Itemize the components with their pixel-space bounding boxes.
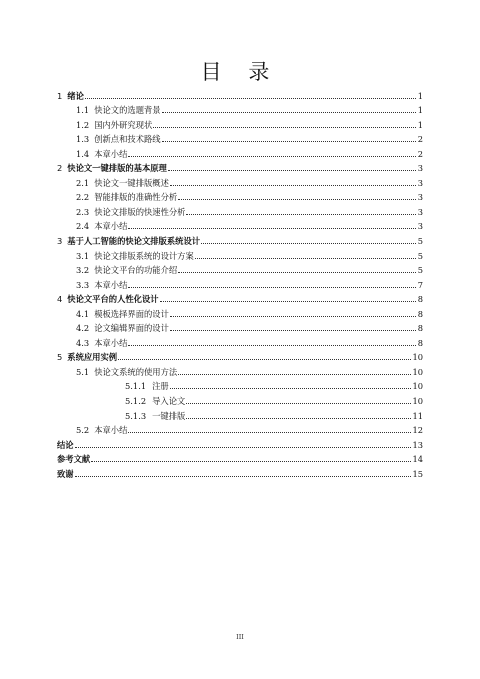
toc-entry-page: 2 <box>417 134 423 145</box>
toc-leader-dots <box>201 236 416 244</box>
toc-entry-title: 导入论文 <box>152 396 186 407</box>
toc-entry-page: 11 <box>412 410 423 421</box>
table-of-contents <box>57 86 423 479</box>
toc-entry-number: 4.1 <box>76 308 90 319</box>
toc-leader-dots <box>186 207 416 215</box>
toc-leader-dots <box>118 352 411 360</box>
toc-entry-page: 3 <box>417 177 423 188</box>
toc-entry-number: 2.2 <box>76 192 90 203</box>
toc-entry-title: 智能排版的准确性分析 <box>94 192 178 203</box>
toc-entry[interactable] <box>57 348 423 363</box>
toc-entry-page: 2 <box>417 148 423 159</box>
toc-entry-title: 本章小结 <box>94 221 128 232</box>
toc-entry[interactable] <box>57 319 423 334</box>
toc-entry-title: 本章小结 <box>94 148 128 159</box>
toc-leader-dots <box>128 149 416 157</box>
toc-entry-page: 7 <box>417 279 423 290</box>
toc-entry-page: 1 <box>417 119 423 130</box>
toc-entry-number: 1.4 <box>76 148 90 159</box>
toc-entry-page: 10 <box>412 366 423 377</box>
toc-entry-number: 1.3 <box>76 134 90 145</box>
toc-leader-dots <box>85 91 416 99</box>
toc-entry-title: 本章小结 <box>94 337 128 348</box>
toc-entry[interactable] <box>57 333 423 348</box>
toc-entry-title: 本章小结 <box>94 279 128 290</box>
toc-entry-title: 系统应用实例 <box>67 352 118 363</box>
toc-leader-dots <box>178 367 411 375</box>
toc-entry-page: 12 <box>412 425 423 436</box>
toc-entry[interactable] <box>57 231 423 246</box>
toc-entry-page: 8 <box>417 337 423 348</box>
toc-entry-page: 8 <box>417 308 423 319</box>
toc-entry-page: 5 <box>417 265 423 276</box>
toc-entry-page: 8 <box>417 323 423 334</box>
toc-entry-title: 论文编辑界面的设计 <box>94 323 169 334</box>
toc-leader-dots <box>91 454 411 462</box>
toc-entry-number: 3.3 <box>76 279 90 290</box>
toc-entry-number: 1 <box>57 90 63 101</box>
toc-leader-dots <box>170 381 412 389</box>
toc-entry-number: 4.3 <box>76 337 90 348</box>
toc-entry[interactable] <box>57 202 423 217</box>
toc-entry-page: 10 <box>412 396 423 407</box>
toc-leader-dots <box>186 411 411 419</box>
page-number: III <box>236 633 244 641</box>
toc-leader-dots <box>128 280 416 288</box>
toc-title: 目 录 <box>200 60 280 84</box>
toc-entry-number: 2.1 <box>76 177 90 188</box>
toc-entry[interactable] <box>57 391 423 406</box>
toc-leader-dots <box>168 163 416 171</box>
toc-entry-title: 注册 <box>152 381 169 392</box>
toc-entry-title: 结论 <box>57 439 74 450</box>
toc-entry-title: 国内外研究现状 <box>94 119 153 130</box>
toc-entry-title: 基于人工智能的快论文排版系统设计 <box>67 236 201 247</box>
toc-entry-page: 15 <box>412 468 423 479</box>
toc-entry-number: 5 <box>57 352 63 363</box>
toc-leader-dots <box>170 178 416 186</box>
toc-entry[interactable] <box>57 101 423 116</box>
toc-entry-number: 2 <box>57 163 63 174</box>
toc-entry-page: 3 <box>417 192 423 203</box>
toc-entry[interactable] <box>57 377 423 392</box>
toc-entry-number: 5.1.1 <box>125 381 147 392</box>
toc-entry-number: 3.1 <box>76 250 90 261</box>
toc-leader-dots <box>178 265 416 273</box>
toc-leader-dots <box>162 105 416 113</box>
toc-entry[interactable] <box>57 173 423 188</box>
toc-entry-number: 1.2 <box>76 119 90 130</box>
toc-leader-dots <box>160 294 416 302</box>
toc-leader-dots <box>128 338 416 346</box>
toc-entry[interactable] <box>57 450 423 465</box>
toc-entry[interactable] <box>57 246 423 261</box>
toc-entry-page: 3 <box>417 221 423 232</box>
toc-entry-number: 4.2 <box>76 323 90 334</box>
toc-entry[interactable] <box>57 275 423 290</box>
toc-entry-page: 1 <box>417 105 423 116</box>
toc-leader-dots <box>178 192 416 200</box>
toc-entry-number: 5.1.3 <box>125 410 147 421</box>
toc-entry-page: 10 <box>412 381 423 392</box>
toc-leader-dots <box>75 469 412 477</box>
toc-entry-number: 2.4 <box>76 221 90 232</box>
toc-leader-dots <box>195 251 416 259</box>
toc-entry-title: 创新点和技术路线 <box>94 134 161 145</box>
toc-entry-title: 快论文平台的人性化设计 <box>67 294 159 305</box>
toc-entry[interactable] <box>57 362 423 377</box>
toc-entry-number: 5.1 <box>76 366 90 377</box>
toc-leader-dots <box>170 323 416 331</box>
toc-entry-title: 快论文的选题背景 <box>94 105 161 116</box>
toc-entry-title: 绪论 <box>67 90 84 101</box>
toc-entry-page: 8 <box>417 294 423 305</box>
toc-entry-number: 3.2 <box>76 265 90 276</box>
toc-entry[interactable] <box>57 435 423 450</box>
toc-entry-number: 5.2 <box>76 425 90 436</box>
toc-entry[interactable] <box>57 86 423 101</box>
toc-entry-page: 3 <box>417 206 423 217</box>
toc-entry-title: 快论文平台的功能介绍 <box>94 265 178 276</box>
toc-entry-title: 一键排版 <box>152 410 186 421</box>
toc-entry-number: 3 <box>57 236 63 247</box>
toc-entry-title: 快论文一键排版的基本原理 <box>67 163 167 174</box>
toc-entry-page: 10 <box>412 352 423 363</box>
toc-entry-title: 快论文排版系统的设计方案 <box>94 250 194 261</box>
toc-leader-dots <box>170 309 416 317</box>
toc-entry[interactable] <box>57 290 423 305</box>
toc-entry-title: 快论文一键排版概述 <box>94 177 169 188</box>
toc-entry-page: 1 <box>417 90 423 101</box>
toc-entry[interactable] <box>57 188 423 203</box>
toc-entry-page: 13 <box>412 439 423 450</box>
toc-entry[interactable] <box>57 421 423 436</box>
toc-leader-dots <box>162 134 416 142</box>
toc-entry-number: 2.3 <box>76 206 90 217</box>
toc-entry[interactable] <box>57 130 423 145</box>
toc-entry-title: 快论文排版的快速性分析 <box>94 206 186 217</box>
toc-entry-page: 14 <box>412 454 423 465</box>
toc-entry[interactable] <box>57 217 423 232</box>
toc-leader-dots <box>128 425 411 433</box>
toc-entry-page: 5 <box>417 250 423 261</box>
toc-entry-title: 快论文系统的使用方法 <box>94 366 178 377</box>
toc-entry-page: 3 <box>417 163 423 174</box>
toc-leader-dots <box>75 440 412 448</box>
toc-entry[interactable] <box>57 464 423 479</box>
toc-entry[interactable] <box>57 144 423 159</box>
toc-entry[interactable] <box>57 159 423 174</box>
toc-entry-number: 5.1.2 <box>125 396 147 407</box>
toc-entry[interactable] <box>57 304 423 319</box>
toc-entry[interactable] <box>57 406 423 421</box>
toc-entry-title: 参考文献 <box>57 454 91 465</box>
toc-entry[interactable] <box>57 115 423 130</box>
toc-entry-title: 致谢 <box>57 468 74 479</box>
toc-entry-number: 4 <box>57 294 63 305</box>
toc-leader-dots <box>153 120 416 128</box>
toc-entry[interactable] <box>57 261 423 276</box>
toc-entry-number: 1.1 <box>76 105 90 116</box>
toc-leader-dots <box>128 221 416 229</box>
toc-leader-dots <box>186 396 411 404</box>
toc-entry-page: 5 <box>417 236 423 247</box>
toc-entry-title: 本章小结 <box>94 425 128 436</box>
toc-entry-title: 模板选择界面的设计 <box>94 308 169 319</box>
